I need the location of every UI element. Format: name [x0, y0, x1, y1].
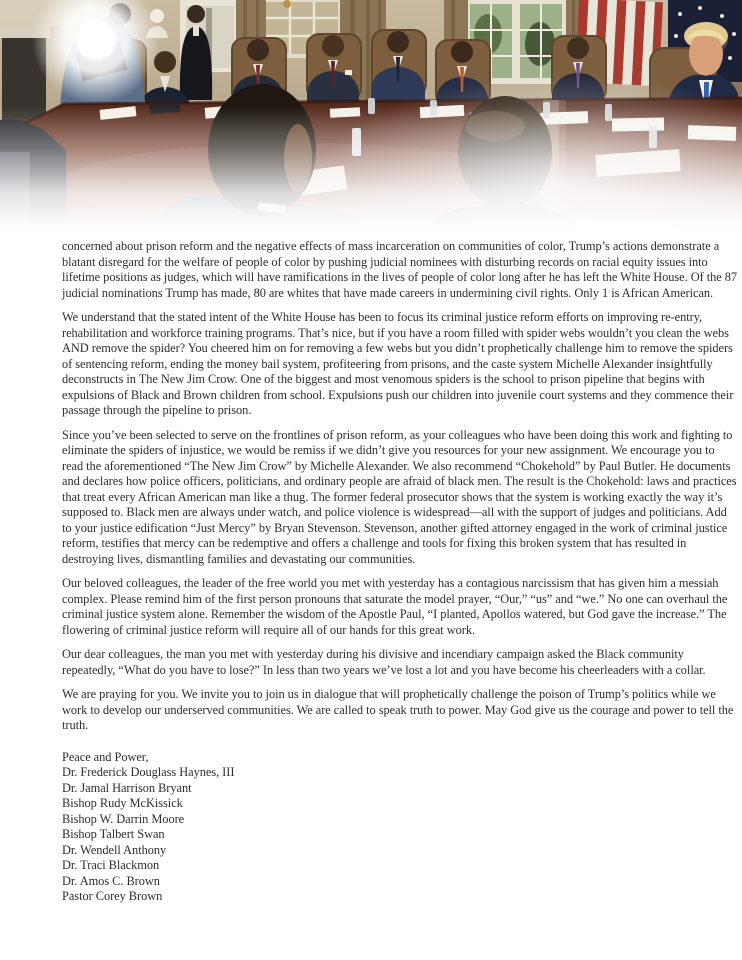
signatory-3: Bishop Rudy McKissick [62, 796, 183, 810]
photo-fade-bottom [0, 0, 742, 242]
signatory-2: Dr. Jamal Harrison Bryant [62, 780, 192, 795]
signature-block [62, 750, 738, 905]
signatory-9: Pastor Corey Brown [62, 889, 163, 903]
letter-paragraph-2: We understand that the stated intent of the White House has been to focus its criminal justice reform efforts on improving re-entry, rehabilitation and workforce training programs. That’s nice, but if you have a room filled with spider webs wouldn’t you clean the webs AND remove the spider? You cheered him on for removing a few webs but you didn’t prophetically challenge him to remove the spiders of sentencing reform, ending the money bail system, profiteering from prisons, and the caste system Michelle Alexander insightfully deconstructs in The New Jim Crow. One of the biggest and most venomous spiders is the school to prison pipeline that begins with expulsions of Black and Brown children from school. Expulsions push our children into juvenile court systems and they commence their passage through the pipeline to prison. [62, 310, 734, 417]
meeting-photo [0, 0, 742, 242]
letter-body [62, 239, 738, 905]
signatory-1: Dr. Frederick Douglass Haynes, III [62, 765, 235, 779]
letter-paragraph-6: We are praying for you. We invite you to join us in dialogue that will prophetically challenge the poison of Trump’s politics while we work to develop our underserved communities. We are called to speak truth to power. May God give us the courage and power to tell the truth. [62, 687, 734, 732]
signatory-6: Dr. Wendell Anthony [62, 842, 167, 857]
meeting-photo-illustration [0, 0, 742, 242]
signatory-4: Bishop W. Darrin Moore [62, 811, 185, 826]
signatory-7: Dr. Traci Blackmon [62, 858, 160, 872]
signatory-8: Dr. Amos C. Brown [62, 873, 160, 888]
letter-paragraph-3: Since you’ve been selected to serve on the frontlines of prison reform, as your colleagues who have been doing this work and fighting to eliminate the spiders of injustice, we would be remiss if we didn’t give you resources for your new assignment. We encourage you to read the aforementioned “The New Jim Crow” by Michelle Alexander. We also recommend “Chokehold” by Paul Butler. He documents and declares how police officers, politicians, and ordinary people are afraid of black men. The result is the Chokehold: laws and practices that treat every African American man like a thug. The former federal prosecutor shows that the system is working exactly the way it’s supposed to. Black men are always under watch, and police violence is widespread—all with the support of judges and politicians. Add to your justice edification “Just Mercy” by Bryan Stevenson. Stevenson, another gifted attorney engaged in the work of criminal justice reform, testifies that mercy can be redemptive and offers a challenge and tools for fixing this broken system that has resulted in destroying lives, dismantling families and devastating our communities. [62, 427, 737, 566]
signatory-5: Bishop Talbert Swan [62, 827, 165, 841]
letter-paragraph-1: concerned about prison reform and the negative effects of mass incarceration on communities of color, Trump’s actions demonstrate a blatant disregard for the welfare of people of color by pushing judicial nominees with disturbing records on racial equity issues into lifetime positions as judges, which will have ramifications in the lives of people of color long after he has left the White House. Of the 87 judicial nominations Trump has made, 80 are whites that have made careers in undermining civil rights. Only 1 is African American. [62, 239, 738, 300]
letter-paragraph-4: Our beloved colleagues, the leader of the free world you met with yesterday has a contagious narcissism that has given him a messiah complex. Please remind him of the first person pronouns that saturate the model prayer, “Our,” “us” and “we.” No one can overhaul the criminal justice system alone. Remember the wisdom of the Apostle Paul, “I planted, Apollos watered, but God gave the increase.” The flowering of criminal justice reform will require all of our hands for this great work. [62, 576, 728, 637]
letter-paragraph-5: Our dear colleagues, the man you met with yesterday during his divisive and incendiary campaign asked the Black community repeatedly, “What do you have to lose?” In less than two years we’ve lost a lot and you have become his cheerleaders with a collar. [62, 647, 706, 677]
closing-line: Peace and Power, [62, 749, 149, 764]
